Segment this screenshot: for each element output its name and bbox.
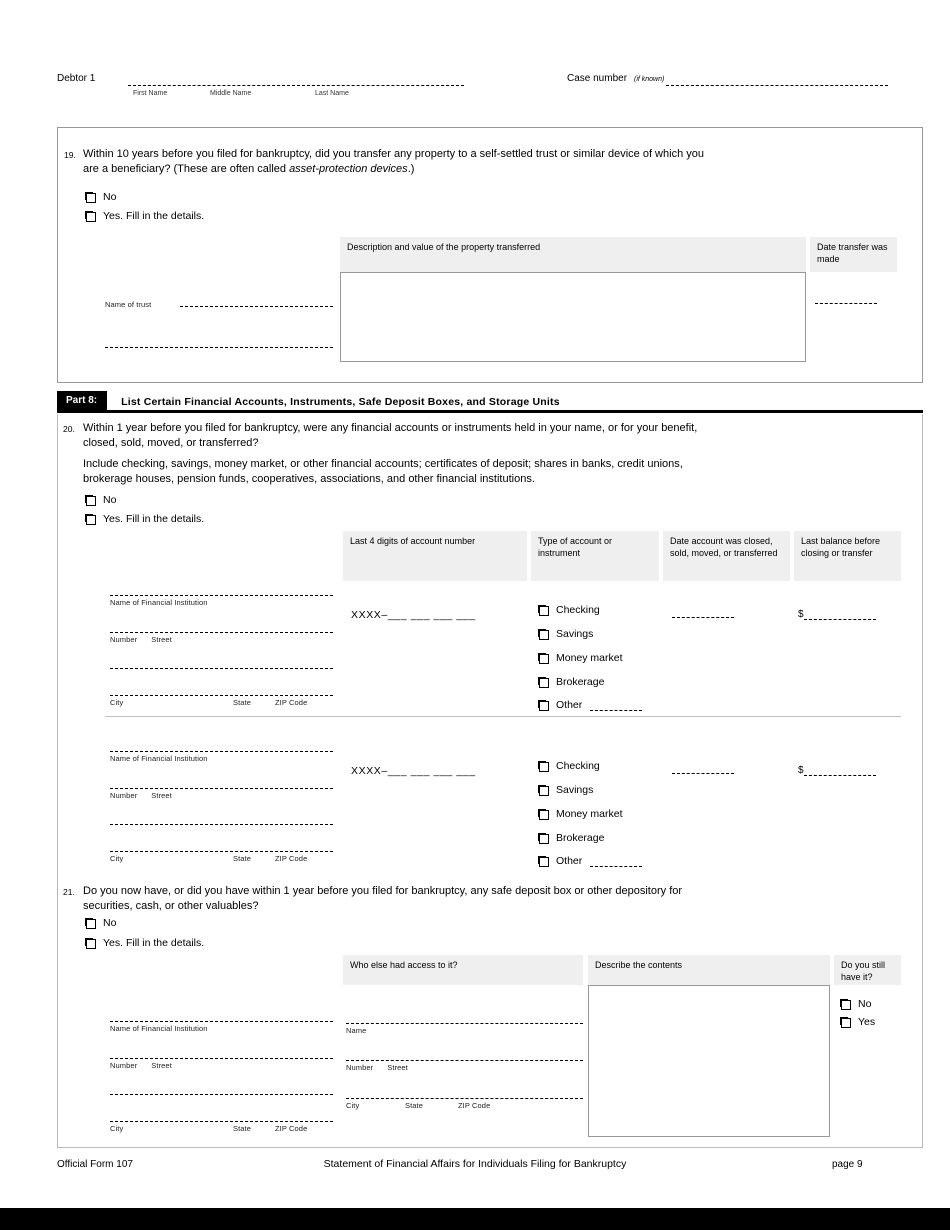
q20-number: 20. xyxy=(63,424,75,434)
zip-label: ZIP Code xyxy=(275,698,308,707)
type-checking-option[interactable] xyxy=(538,760,600,772)
checkbox-icon[interactable] xyxy=(85,211,96,222)
type-other-label: Other xyxy=(556,855,583,867)
balance-line[interactable] xyxy=(804,766,876,776)
type-brokerage-label: Brokerage xyxy=(556,832,605,844)
q21-col1-header: Who else had access to it? xyxy=(343,955,583,985)
institution-name-label: Name of Financial Institution xyxy=(110,1024,208,1033)
type-savings-label: Savings xyxy=(556,628,594,640)
q19-number: 19. xyxy=(64,150,76,160)
q21-institution-entry xyxy=(105,1014,340,1139)
type-brokerage-label: Brokerage xyxy=(556,676,605,688)
city-line[interactable] xyxy=(110,1114,333,1122)
access-street-line[interactable] xyxy=(346,1053,583,1061)
currency-symbol: $ xyxy=(798,765,804,776)
type-other-option[interactable] xyxy=(538,855,642,867)
institution-name-line[interactable] xyxy=(110,744,333,752)
zip-label: ZIP Code xyxy=(275,1124,308,1133)
zip-label: ZIP Code xyxy=(275,854,308,863)
q20-yes-option[interactable] xyxy=(85,513,204,525)
q19-line2-italic: asset-protection devices xyxy=(289,163,408,175)
q19-question-line2 xyxy=(83,162,883,177)
checkbox-icon[interactable] xyxy=(840,1017,851,1028)
case-number-note: (if known) xyxy=(634,76,665,83)
q19-col-description-header: Description and value of the property transferred xyxy=(340,237,806,272)
city-label: City xyxy=(110,854,124,863)
type-brokerage-option[interactable] xyxy=(538,832,604,844)
street-line[interactable] xyxy=(110,781,333,789)
q21-col2-header: Describe the contents xyxy=(588,955,830,985)
street-labels xyxy=(110,1061,172,1070)
q20-question-line2: closed, sold, moved, or transferred? xyxy=(83,437,259,449)
account-number-field[interactable]: XXXX–___ ___ ___ ___ xyxy=(351,609,476,621)
street-labels xyxy=(110,791,172,800)
part8-header xyxy=(57,391,923,413)
state-label: State xyxy=(233,854,252,863)
q19-trust-name-line-2[interactable] xyxy=(105,338,333,348)
first-name-label: First Name xyxy=(133,90,168,97)
q20-col1-header: Last 4 digits of account number xyxy=(343,531,527,581)
q20-question-line1: Within 1 year before you filed for bankruptcy, were any financial accounts or instruments held in your name, or for your benefit, xyxy=(83,422,698,434)
city-line[interactable] xyxy=(110,844,333,852)
type-brokerage-option[interactable] xyxy=(538,676,604,688)
type-savings-label: Savings xyxy=(556,784,594,796)
q21-no-option[interactable] xyxy=(85,917,116,929)
type-money-market-option[interactable] xyxy=(538,652,623,664)
q21-still-no-option[interactable] xyxy=(840,998,871,1010)
checkbox-icon[interactable] xyxy=(85,938,96,949)
checkbox-icon[interactable] xyxy=(85,918,96,929)
number-label: Number xyxy=(110,635,138,644)
q21-yes-option[interactable] xyxy=(85,937,204,949)
q20-no-label: No xyxy=(103,494,117,506)
q19-no-label: No xyxy=(103,191,117,203)
debtor1-label: Debtor 1 xyxy=(57,73,96,84)
number-label: Number xyxy=(346,1063,374,1072)
q20-question-line3: Include checking, savings, money market, or other financial accounts; certificates of deposit; shares in banks, credit unions, xyxy=(83,458,683,470)
street-label: Street xyxy=(151,791,172,800)
q21-number: 21. xyxy=(63,887,75,897)
city-line[interactable] xyxy=(110,688,333,696)
type-other-option[interactable] xyxy=(538,699,642,711)
street-line[interactable] xyxy=(110,625,333,633)
type-savings-option[interactable] xyxy=(538,784,593,796)
address-extra-line[interactable] xyxy=(110,1087,333,1095)
footer-form-title: Statement of Financial Affairs for Individuals Filing for Bankruptcy xyxy=(323,1158,627,1170)
city-label: City xyxy=(110,698,124,707)
institution-name-label: Name of Financial Institution xyxy=(110,598,208,607)
type-money-market-label: Money market xyxy=(556,652,623,664)
checkbox-icon[interactable] xyxy=(538,605,549,616)
q21-col3-header: Do you still have it? xyxy=(834,955,901,985)
part8-title: List Certain Financial Accounts, Instruments, Safe Deposit Boxes, and Storage Units xyxy=(121,396,560,408)
checkbox-icon[interactable] xyxy=(85,495,96,506)
q21-yes-label: Yes. Fill in the details. xyxy=(103,937,205,949)
state-label: State xyxy=(405,1101,424,1110)
q19-question-line1: Within 10 years before you filed for bankruptcy, did you transfer any property to a self-settled trust or similar device of which you xyxy=(83,148,704,160)
currency-symbol: $ xyxy=(798,609,804,620)
state-label: State xyxy=(233,1124,252,1133)
institution-name-label: Name of Financial Institution xyxy=(110,754,208,763)
balance-field[interactable] xyxy=(798,765,876,776)
street-label: Street xyxy=(151,1061,172,1070)
middle-name-label: Middle Name xyxy=(210,90,252,97)
date-closed-line[interactable] xyxy=(672,766,734,774)
street-labels xyxy=(110,635,172,644)
footer-page-number: page 9 xyxy=(832,1159,863,1170)
debtor-name-line[interactable] xyxy=(128,76,464,86)
balance-line[interactable] xyxy=(804,610,876,620)
last-name-label: Last Name xyxy=(315,90,349,97)
q20-no-option[interactable] xyxy=(85,494,116,506)
q21-access-entry xyxy=(346,1014,583,1114)
street-label: Street xyxy=(387,1063,408,1072)
footer-form-name: Official Form 107 xyxy=(57,1159,133,1170)
q21-question-line2: securities, cash, or other valuables? xyxy=(83,900,259,912)
address-extra-line[interactable] xyxy=(110,661,333,669)
bottom-bar xyxy=(0,1208,950,1230)
q20-col2-header: Type of account or instrument xyxy=(531,531,659,581)
street-line[interactable] xyxy=(110,1051,333,1059)
checkbox-icon[interactable] xyxy=(538,653,549,664)
type-checking-label: Checking xyxy=(556,604,600,616)
institution-name-line[interactable] xyxy=(110,588,333,596)
case-number-label: Case number xyxy=(567,73,628,84)
checkbox-icon[interactable] xyxy=(840,999,851,1010)
number-label: Number xyxy=(110,1061,138,1070)
type-other-line[interactable] xyxy=(590,859,642,867)
part8-label: Part 8: xyxy=(57,391,107,410)
q21-still-yes-label: Yes xyxy=(858,1016,876,1028)
q21-question-line1: Do you now have, or did you have within 1 year before you filed for bankruptcy, any safe deposit box or other depository for xyxy=(83,885,683,897)
access-name-line[interactable] xyxy=(346,1016,583,1024)
q19-line2-end: .) xyxy=(407,163,415,175)
q20-question-line4: brokerage houses, pension funds, cooperatives, associations, and other financial institutions. xyxy=(83,473,535,485)
type-checking-label: Checking xyxy=(556,760,600,772)
q20-col4-header: Last balance before closing or transfer xyxy=(794,531,901,581)
q19-no-option[interactable] xyxy=(85,191,116,203)
q20-question xyxy=(83,421,903,487)
q19-col-date-header: Date transfer was made xyxy=(810,237,897,272)
q19-yes-option[interactable] xyxy=(85,210,204,222)
address-extra-line[interactable] xyxy=(110,817,333,825)
checkbox-icon[interactable] xyxy=(538,809,549,820)
checkbox-icon[interactable] xyxy=(538,629,549,640)
type-checking-option[interactable] xyxy=(538,604,600,616)
number-label: Number xyxy=(110,791,138,800)
account-number-field[interactable]: XXXX–___ ___ ___ ___ xyxy=(351,765,476,777)
date-closed-line[interactable] xyxy=(672,610,734,618)
checkbox-icon[interactable] xyxy=(538,761,549,772)
q19-name-of-trust-label: Name of trust xyxy=(105,300,152,309)
city-label: City xyxy=(346,1101,360,1110)
entry-divider xyxy=(105,716,901,717)
q20-entry-2 xyxy=(105,744,905,869)
type-other-label: Other xyxy=(556,699,583,711)
q21-contents-input[interactable] xyxy=(588,985,830,1137)
checkbox-icon[interactable] xyxy=(538,785,549,796)
q21-still-no-label: No xyxy=(858,998,872,1010)
q19-question xyxy=(83,147,883,177)
type-money-market-label: Money market xyxy=(556,808,623,820)
checkbox-icon[interactable] xyxy=(538,833,549,844)
checkbox-icon[interactable] xyxy=(538,700,549,711)
q20-col3-header: Date account was closed, sold, moved, or transferred xyxy=(663,531,790,581)
access-city-line[interactable] xyxy=(346,1091,583,1099)
q21-question xyxy=(83,884,903,914)
case-number-line[interactable] xyxy=(666,76,888,86)
q19-description-input[interactable] xyxy=(340,272,806,362)
checkbox-icon[interactable] xyxy=(538,677,549,688)
institution-name-line[interactable] xyxy=(110,1014,333,1022)
street-label: Street xyxy=(151,635,172,644)
zip-label: ZIP Code xyxy=(458,1101,491,1110)
q19-line2-start: are a beneficiary? (These are often called xyxy=(83,163,290,175)
q19-yes-label: Yes. Fill in the details. xyxy=(103,210,205,222)
type-money-market-option[interactable] xyxy=(538,808,623,820)
q20-entry-1 xyxy=(105,588,905,713)
q20-yes-label: Yes. Fill in the details. xyxy=(103,513,205,525)
balance-field[interactable] xyxy=(798,609,876,620)
q19-trust-name-line[interactable] xyxy=(180,297,333,307)
checkbox-icon[interactable] xyxy=(538,856,549,867)
q21-no-label: No xyxy=(103,917,117,929)
q19-date-transfer-line[interactable] xyxy=(815,294,877,304)
checkbox-icon[interactable] xyxy=(85,514,96,525)
city-label: City xyxy=(110,1124,124,1133)
type-other-line[interactable] xyxy=(590,703,642,711)
type-savings-option[interactable] xyxy=(538,628,593,640)
checkbox-icon[interactable] xyxy=(85,192,96,203)
access-name-label: Name xyxy=(346,1026,367,1035)
access-street-labels xyxy=(346,1063,408,1072)
q21-still-yes-option[interactable] xyxy=(840,1016,875,1028)
state-label: State xyxy=(233,698,252,707)
